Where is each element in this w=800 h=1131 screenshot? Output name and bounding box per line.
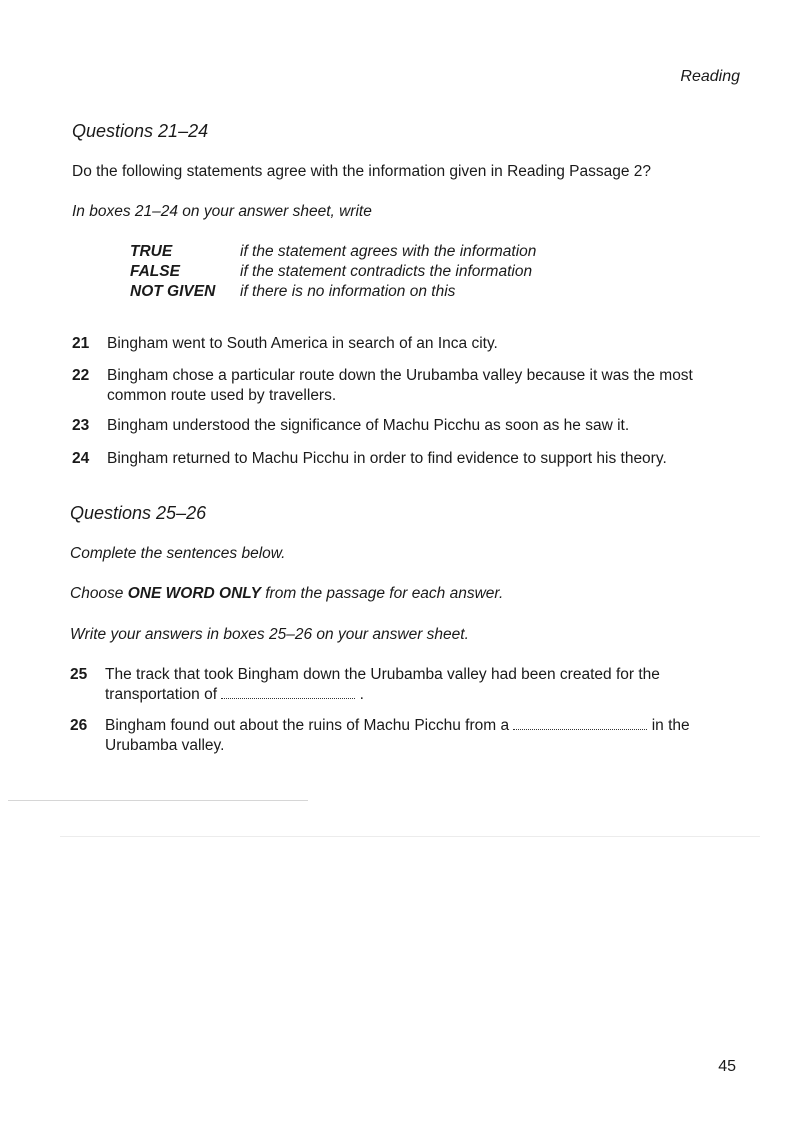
question-26 (70, 716, 740, 756)
word-limit-emphasis: ONE WORD ONLY (127, 585, 261, 602)
sentence-start: Bingham found out about the ruins of Machu Picchu from a (105, 717, 514, 734)
question-text: Bingham went to South America in search of an Inca city. (107, 335, 498, 352)
key-row-true (130, 242, 536, 262)
page-number: 45 (718, 1058, 736, 1075)
key-meaning: if the statement contradicts the information (240, 263, 533, 280)
answer-sheet-instruction: In boxes 21–24 on your answer sheet, write (72, 203, 372, 220)
key-row-false (130, 262, 536, 282)
scan-artifact-line (60, 836, 760, 837)
question-text (105, 665, 740, 705)
answer-blank (513, 717, 647, 730)
word-limit-prefix: Choose (70, 585, 128, 602)
question-23 (72, 416, 742, 436)
complete-sentences-instruction: Complete the sentences below. (70, 545, 286, 562)
answer-boxes-instruction: Write your answers in boxes 25–26 on your answer sheet. (70, 626, 469, 643)
key-row-not-given (130, 282, 536, 302)
sentence-end: in the Urubamba valley. (105, 717, 690, 754)
question-number: 22 (72, 367, 90, 384)
key-term: FALSE (130, 263, 180, 280)
question-text: Bingham chose a particular route down the Urubamba valley because it was the most common route used by travellers. (107, 367, 693, 404)
word-limit-instruction (70, 584, 503, 604)
key-term: NOT GIVEN (130, 283, 216, 300)
question-text: Bingham returned to Machu Picchu in order to find evidence to support his theory. (107, 450, 667, 467)
question-text (105, 716, 740, 756)
question-number: 23 (72, 417, 90, 434)
scan-artifact-line (8, 800, 308, 801)
question-number: 24 (72, 450, 90, 467)
question-22 (72, 366, 742, 406)
questions-25-26-heading: Questions 25–26 (70, 503, 207, 523)
answer-blank (221, 686, 355, 699)
word-limit-suffix: from the passage for each answer. (260, 585, 504, 602)
key-meaning: if the statement agrees with the information (240, 243, 537, 260)
question-number: 26 (70, 717, 88, 734)
question-21 (72, 334, 742, 354)
tfng-instruction: Do the following statements agree with the information given in Reading Passage 2? (72, 163, 652, 180)
question-text: Bingham understood the significance of Machu Picchu as soon as he saw it. (107, 417, 630, 434)
question-24 (72, 449, 742, 469)
question-25 (70, 665, 740, 705)
running-head: Reading (680, 68, 740, 85)
question-number: 21 (72, 335, 90, 352)
answer-key-table (130, 242, 536, 302)
sentence-end: . (355, 686, 364, 703)
questions-21-24-heading: Questions 21–24 (72, 121, 209, 141)
sentence-start: The track that took Bingham down the Urubamba valley had been created for the transportation of (105, 666, 660, 703)
question-number: 25 (70, 666, 88, 683)
key-meaning: if there is no information on this (240, 283, 456, 300)
key-term: TRUE (130, 243, 173, 260)
